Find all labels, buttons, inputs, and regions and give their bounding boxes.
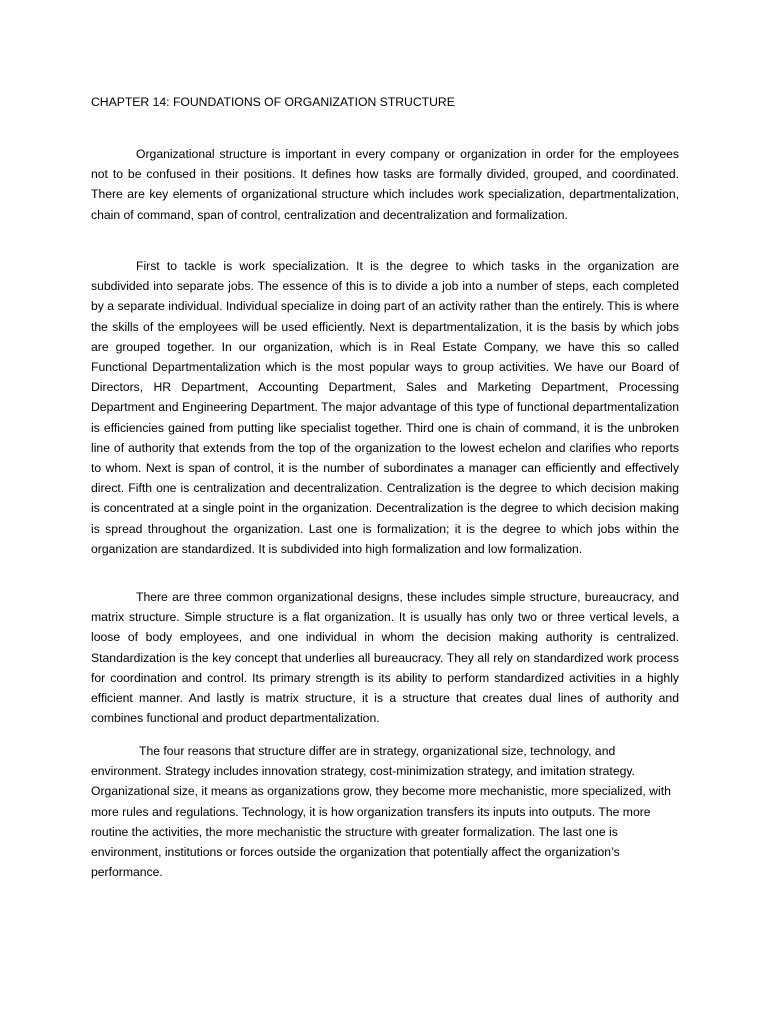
paragraph-reasons: The four reasons that structure differ are in strategy, organizational size, technology, and environment. Strategy includes innovation strategy, cost-minimization strategy, and imitation strategy. Organizational size, it means as organizations grow, they become more mechanistic, more specialized, with more rules and regulations. Technology, it is how organization transfers its inputs into outputs. The more routine the activities, the more mechanistic the structure with greater formalization. The last one is environment, institutions or forces outside the organization that potentially affect the organization’s performance. (91, 744, 671, 880)
paragraph-designs: There are three common organizational designs, these includes simple structure, bureaucracy, and matrix structure. Simple structure is a flat organization. It is usually has only two or three vertical levels, a loose of body employees, and one individual in whom the decision making authority is centralized. Standardization is the key concept that underlies all bureaucracy. They all rely on standardized work process for coordination and control. Its primary strength is its ability to perform standardized activities in a highly efficient manner. And lastly is matrix structure, it is a structure that creates dual lines of authority and combines functional and product departmentalization. (91, 590, 679, 726)
page-title: CHAPTER 14: FOUNDATIONS OF ORGANIZATION STRUCTURE (91, 95, 455, 109)
paragraph-introduction: Organizational structure is important in every company or organization in order for the employees not to be confused in their positions. It defines how tasks are formally divided, grouped, and coordinated. There are key elements of organizational structure which includes work specialization, departmentalization, chain of command, span of control, centralization and decentralization and formalization. (91, 147, 679, 222)
paragraph-elements: First to tackle is work specialization. It is the degree to which tasks in the organization are subdivided into separate jobs. The essence of this is to divide a job into a number of steps, each completed by a separate individual. Individual specialize in doing part of an activity rather than the entirely. This is where the skills of the employees will be used efficiently. Next is departmentalization, it is the basis by which jobs are grouped together. In our organization, which is in Real Estate Company, we have this so called Functional Departmentalization which is the most popular ways to group activities. We have our Board of Directors, HR Department, Accounting Department, Sales and Marketing Department, Processing Department and Engineering Department. The major advantage of this type of functional departmentalization is efficiencies gained from putting like specialist together. Third one is chain of command, it is the unbroken line of authority that extends from the top of the organization to the lowest echelon and clarifies who reports to whom. Next is span of control, it is the number of subordinates a manager can efficiently and effectively direct. Fifth one is centralization and decentralization. Centralization is the degree to which decision making is concentrated at a single point in the organization. Decentralization is the degree to which decision making is spread throughout the organization. Last one is formalization; it is the degree to which jobs within the organization are standardized. It is subdivided into high formalization and low formalization. (91, 259, 679, 556)
